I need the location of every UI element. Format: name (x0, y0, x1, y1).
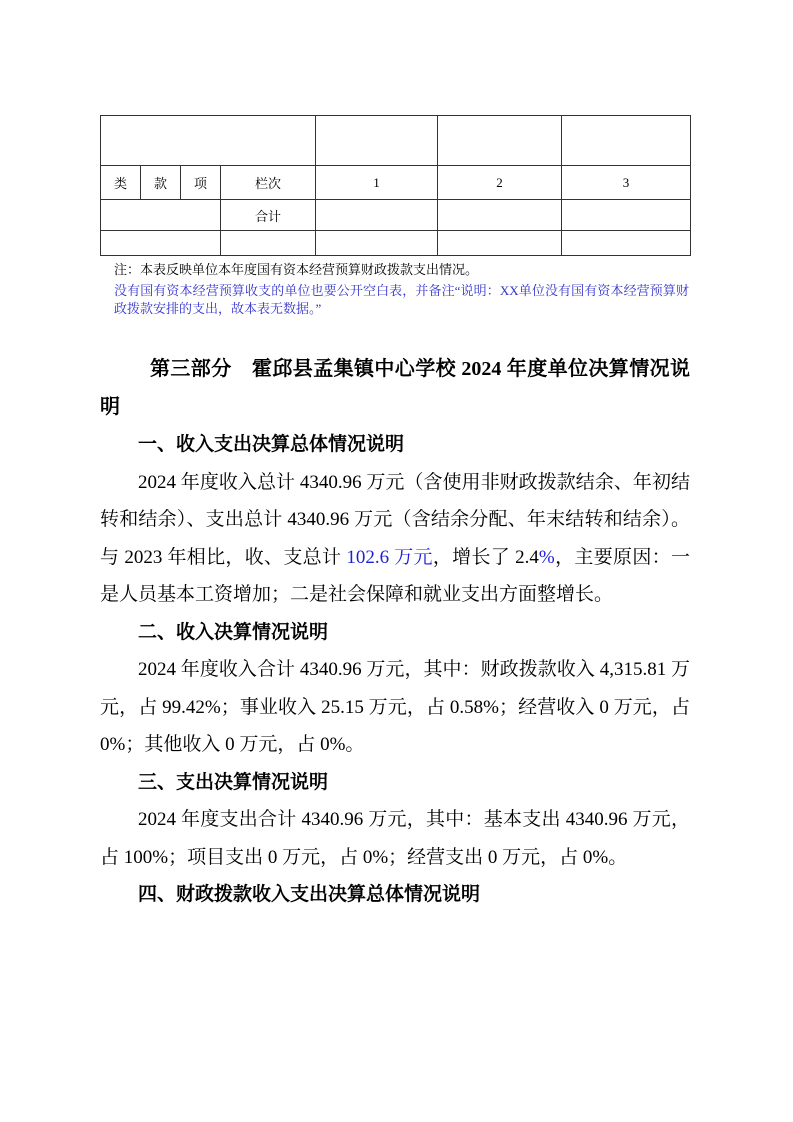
table-empty-cell (438, 231, 562, 256)
table-empty-cell (316, 200, 438, 231)
table-empty-cell (562, 231, 691, 256)
section3-paragraph: 2024 年度支出合计 4340.96 万元，其中：基本支出 4340.96 万元，占 100%；项目支出 0 万元，占 0%；经营支出 0 万元，占 0%。 (100, 809, 690, 868)
section4-heading: 四、财政拨款收入支出决算总体情况说明 (138, 884, 481, 905)
highlight-percent-sign: % (538, 546, 555, 568)
table-header-cell-lanci: 栏次 (221, 166, 316, 200)
state-capital-budget-table (100, 115, 691, 256)
section2-heading: 二、收入决算情况说明 (138, 621, 329, 643)
section1-text-c: ，主要原因：一是人员基本工资增加；二是社会保障和就业支出方面整增长。 (100, 546, 690, 605)
table-header-cell-2: 2 (438, 166, 562, 200)
table-header-cell-1: 1 (316, 166, 438, 200)
table-row (101, 116, 691, 166)
section3-heading: 三、支出决算情况说明 (138, 771, 329, 793)
table-total-cell: 合计 (221, 200, 316, 231)
table-empty-cell (438, 116, 562, 166)
table-empty-cell (316, 231, 438, 256)
section1-heading: 一、收入支出决算总体情况说明 (138, 434, 405, 455)
section1-paragraph (100, 464, 690, 614)
table-header-row (101, 166, 691, 200)
section2-paragraph: 2024 年度收入合计 4340.96 万元，其中：财政拨款收入 4,315.81 万元，占 99.42%；事业收入 25.15 万元，占 0.58%；经营收入 0 万元，占 0%；其他收入 0 万元，占 0%。 (100, 659, 690, 755)
table-empty-cell (221, 231, 316, 256)
highlight-total-change-amount: 102.6 万元 (346, 546, 433, 568)
table-empty-cell (101, 200, 221, 231)
table-total-row (101, 200, 691, 231)
table-note-blue: 没有国有资本经营预算收支的单位也要公开空白表，并备注“说明：XX单位没有国有资本经营预算财政拨款安排的支出，故本表无数据。” (114, 283, 689, 316)
table-header-cell-xiang: 项 (181, 166, 221, 200)
part3-title: 第三部分 霍邱县孟集镇中心学校 2024 年度单位决算情况说明 (100, 358, 690, 418)
table-header-cell-kuan: 款 (141, 166, 181, 200)
table-empty-cell (101, 231, 221, 256)
table-header-cell-lei: 类 (101, 166, 141, 200)
part3-text-block (100, 351, 690, 914)
table-empty-cell (562, 200, 691, 231)
table-empty-cell (316, 116, 438, 166)
table-header-cell-3: 3 (562, 166, 691, 200)
table-empty-cell (101, 116, 316, 166)
section1-text-a: 2024 年度收入总计 4340.96 万元（含使用非财政拨款结余、年初结转和结余）、支出总计 4340.96 万元（含结余分配、年末结转和结余）。与 2023 年相比，收、支总计 (100, 471, 690, 568)
table-note-black: 注：本表反映单位本年度国有资本经营预算财政拨款支出情况。 (114, 262, 479, 277)
table-empty-cell (438, 200, 562, 231)
table-empty-cell (562, 116, 691, 166)
table-row (101, 231, 691, 256)
section1-text-b: ，增长了 2.4 (432, 546, 539, 568)
